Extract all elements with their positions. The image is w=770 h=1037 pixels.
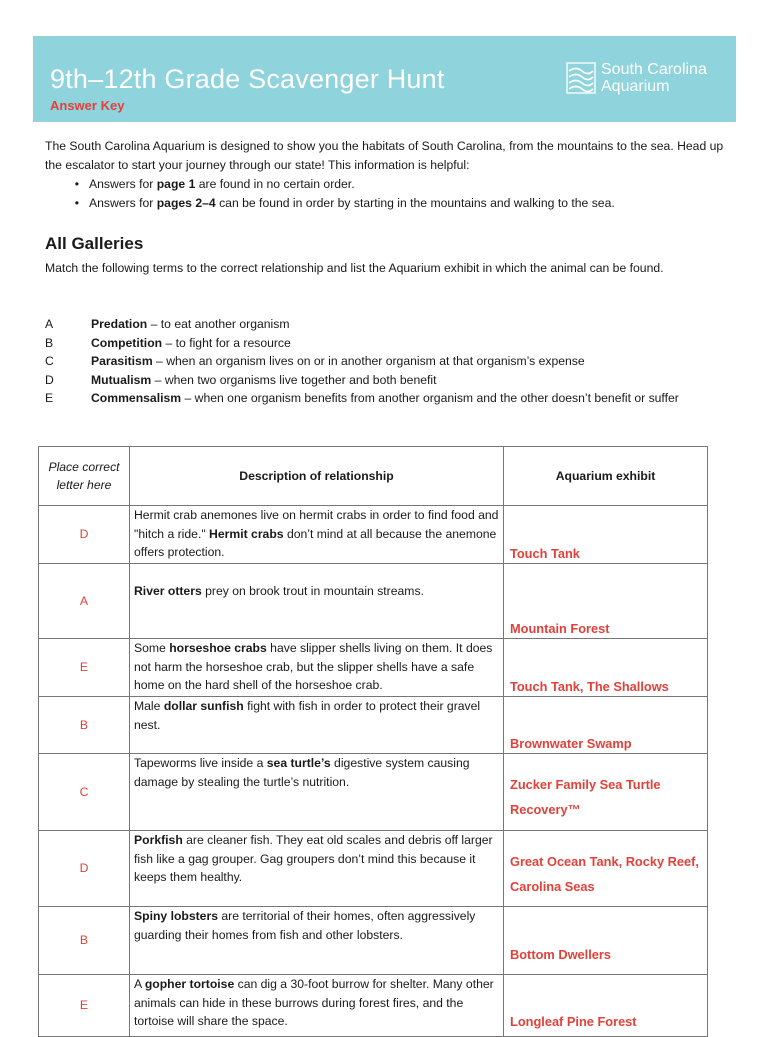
section-heading: All Galleries (45, 234, 144, 253)
wave-logo-icon (566, 62, 596, 94)
page-subtitle: Answer Key (50, 98, 125, 113)
term-item: C Parasitism – when an organism lives on or in another organism at that organism’s expense (45, 354, 585, 368)
exhibit-name: Bottom Dwellers (504, 907, 708, 975)
header-letter: Place correct letter here (39, 447, 130, 506)
logo-line-1: South Carolina (601, 61, 707, 78)
relationship-description: Male dollar sunfish fight with fish in order to protect their gravel nest. (130, 697, 504, 754)
bullet-text: Answers for page 1 are found in no certain order. (89, 177, 355, 191)
relationship-description: Tapeworms live inside a sea turtle’s digestive system causing damage by stealing the turtle’s nutrition. (130, 754, 504, 831)
logo-text (601, 61, 707, 95)
exhibit-name: Touch Tank, The Shallows (504, 639, 708, 697)
page-title: 9th–12th Grade Scavenger Hunt (50, 64, 445, 94)
term-item: D Mutualism – when two organisms live together and both benefit (45, 372, 437, 387)
term-item: E Commensalism – when one organism benefits from another organism and the other doesn’t benefit or suffer (45, 391, 679, 405)
intro-paragraph: The South Carolina Aquarium is designed to show you the habitats of South Carolina, from the mountains to the sea. Head up the escalator to start your journey through our state! This information is helpful: (45, 139, 724, 172)
table-row (39, 754, 708, 831)
bullet-item (45, 175, 725, 194)
logo-line-2: Aquarium (601, 78, 670, 95)
table-row (39, 975, 708, 1037)
exhibit-name: Touch Tank (504, 506, 708, 564)
header-description: Description of relationship (130, 447, 504, 506)
bullet-icon: • (74, 195, 79, 210)
answer-letter: D (39, 831, 130, 907)
answer-letter: E (39, 975, 130, 1037)
intro-bullets (45, 175, 725, 212)
header-exhibit: Aquarium exhibit (504, 447, 708, 506)
table-row (39, 506, 708, 564)
relationship-description: Hermit crab anemones live on hermit crabs in order to find food and "hitch a ride." Hermit crabs don’t mind at all because the anemone offers protection. (130, 506, 504, 564)
exhibit-name: Mountain Forest (504, 564, 708, 639)
term-item: B Competition – to fight for a resource (45, 335, 291, 350)
exhibit-name: Zucker Family Sea Turtle Recovery™ (504, 754, 708, 831)
exhibit-name: Great Ocean Tank, Rocky Reef, Carolina Seas (504, 831, 708, 907)
table-row (39, 697, 708, 754)
relationship-description: River otters prey on brook trout in mountain streams. (130, 564, 504, 639)
answer-table (38, 446, 708, 1037)
answer-letter: B (39, 907, 130, 975)
answer-letter: A (39, 564, 130, 639)
bullet-text: Answers for pages 2–4 can be found in order by starting in the mountains and walking to the sea. (89, 195, 615, 210)
table-header-row (39, 447, 708, 506)
relationship-description: Spiny lobsters are territorial of their homes, often aggressively guarding their homes from fish and other lobsters. (130, 907, 504, 975)
relationship-description: A gopher tortoise can dig a 30-foot burrow for shelter. Many other animals can hide in these burrows during forest fires, and the tortoise will share the space. (130, 975, 504, 1037)
table-row (39, 831, 708, 907)
answer-letter: E (39, 639, 130, 697)
table-row (39, 639, 708, 697)
answer-letter: C (39, 754, 130, 831)
answer-letter: B (39, 697, 130, 754)
term-item: A Predation – to eat another organism (45, 317, 290, 331)
bullet-item (45, 194, 725, 213)
table-row (39, 564, 708, 639)
exhibit-name: Brownwater Swamp (504, 697, 708, 754)
bullet-icon: • (74, 177, 79, 191)
header-banner (33, 36, 736, 122)
relationship-description: Porkfish are cleaner fish. They eat old scales and debris off larger fish like a gag grouper. Gag groupers don’t mind this because it keeps them healthy. (130, 831, 504, 907)
terms-list (45, 315, 735, 408)
table-row (39, 907, 708, 975)
answer-letter: D (39, 506, 130, 564)
exhibit-name: Longleaf Pine Forest (504, 975, 708, 1037)
section-instructions: Match the following terms to the correct relationship and list the Aquarium exhibit in which the animal can be found. (45, 261, 664, 275)
aquarium-logo (566, 62, 726, 96)
relationship-description: Some horseshoe crabs have slipper shells living on them. It does not harm the horseshoe crab, but the slipper shells have a safe home on the hard shell of the horseshoe crab. (130, 639, 504, 697)
